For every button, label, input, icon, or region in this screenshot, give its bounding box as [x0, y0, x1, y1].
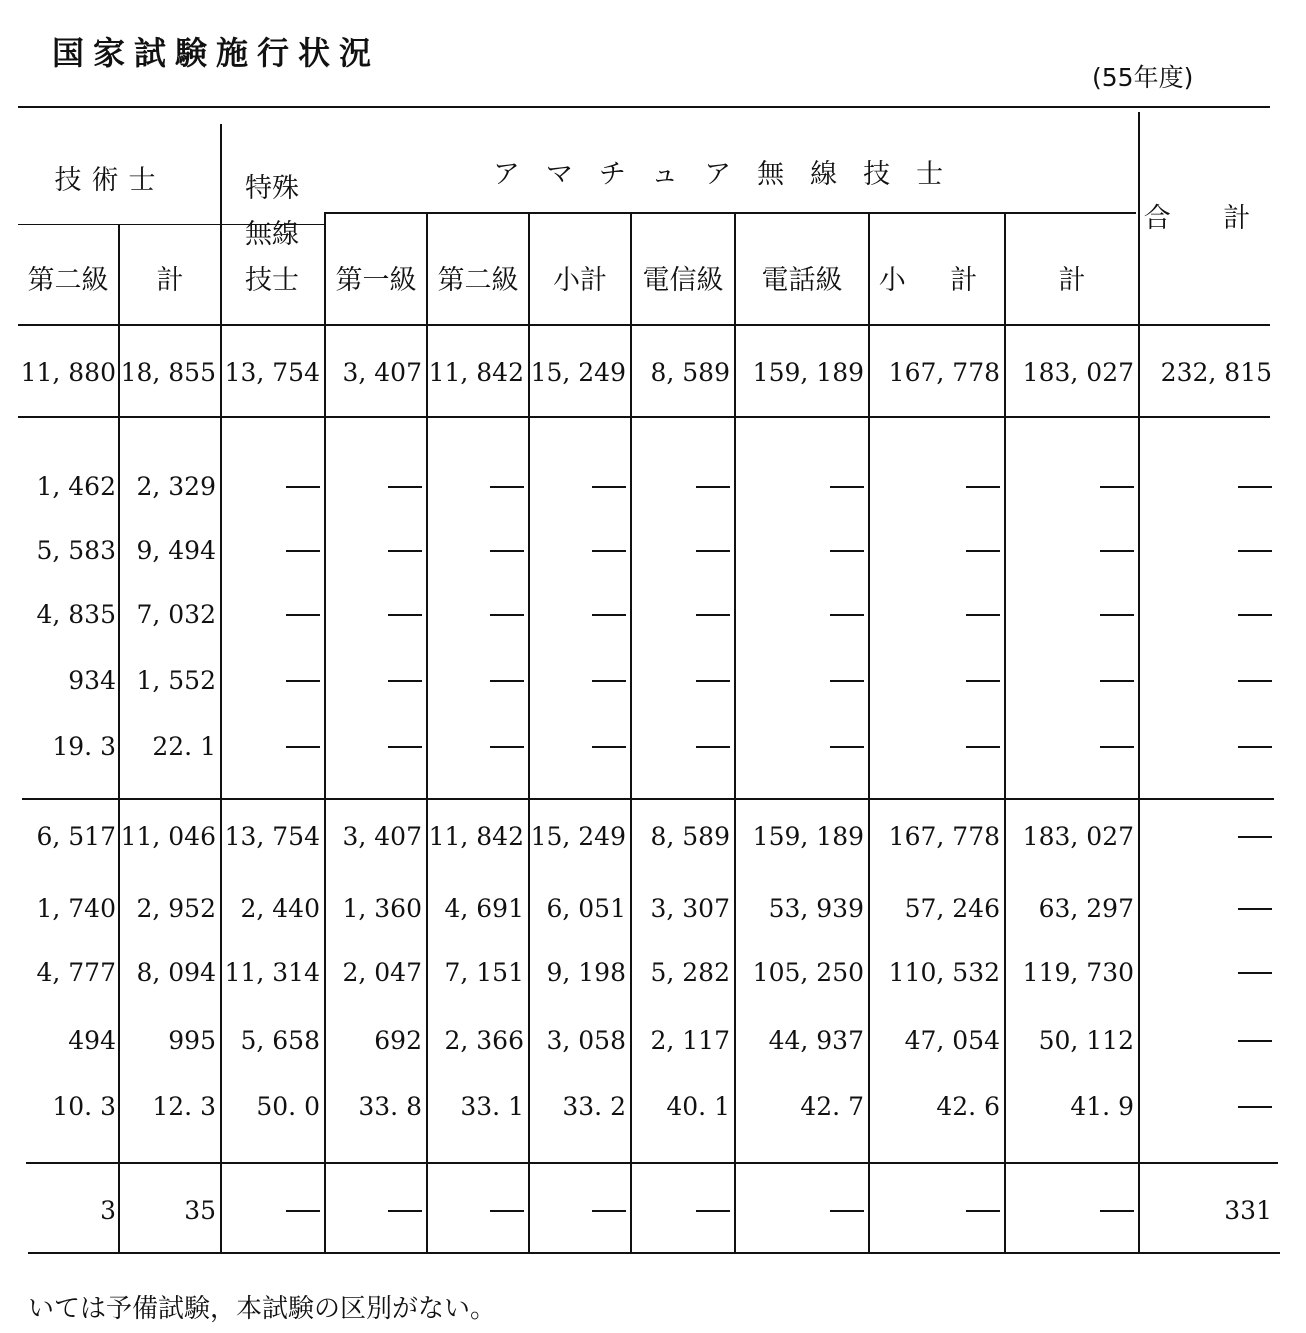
table-cell-dash — [388, 550, 422, 552]
table-cell-dash — [1238, 614, 1272, 616]
table-cell: 42. 6 — [936, 1092, 1000, 1121]
table-cell-dash — [966, 486, 1000, 488]
table-cell-dash — [388, 614, 422, 616]
table-cell: 167, 778 — [888, 358, 1000, 387]
table-cell: 4, 835 — [36, 600, 116, 629]
table-cell-dash — [1100, 1210, 1134, 1212]
table-cell: 50. 0 — [256, 1092, 320, 1121]
table-cell: 18, 855 — [120, 358, 216, 387]
table-cell: 2, 047 — [342, 958, 422, 987]
table-cell-dash — [592, 550, 626, 552]
table-cell-dash — [490, 486, 524, 488]
table-cell-dash — [592, 486, 626, 488]
table-cell-dash — [696, 486, 730, 488]
table-cell: 167, 778 — [888, 822, 1000, 851]
header-gijutsushi-total: 計 — [156, 265, 184, 296]
table-cell-dash — [490, 746, 524, 748]
table-cell: 57, 246 — [904, 894, 1000, 923]
table-cell: 183, 027 — [1022, 358, 1134, 387]
table-cell: 5, 282 — [650, 958, 730, 987]
table-cell-dash — [1238, 746, 1272, 748]
table-cell-dash — [966, 680, 1000, 682]
table-cell: 13, 754 — [224, 358, 320, 387]
table-cell-dash — [286, 550, 320, 552]
header-tokushu-1: 特殊 — [245, 173, 299, 204]
table-cell: 159, 189 — [752, 358, 864, 387]
table-cell-dash — [696, 614, 730, 616]
header-amateur-first: 第一級 — [335, 265, 417, 296]
header-amateur-telegraph: 電信級 — [642, 265, 724, 296]
table-cell-dash — [1100, 614, 1134, 616]
table-cell-dash — [696, 550, 730, 552]
table-cell: 10. 3 — [52, 1092, 116, 1121]
table-cell: 5, 658 — [240, 1026, 320, 1055]
table-cell-dash — [490, 1210, 524, 1212]
header-amateur-subtotal2: 小 計 — [878, 265, 996, 296]
table-cell: 7, 151 — [444, 958, 524, 987]
table-cell: 105, 250 — [752, 958, 864, 987]
table-cell-dash — [830, 1210, 864, 1212]
table-cell: 4, 691 — [444, 894, 524, 923]
table-cell: 331 — [1224, 1196, 1272, 1225]
table-cell: 11, 842 — [428, 358, 524, 387]
table-cell: 232, 815 — [1160, 358, 1272, 387]
table-cell-dash — [830, 746, 864, 748]
table-cell-dash — [966, 550, 1000, 552]
table-cell-dash — [286, 680, 320, 682]
rule-below-block2 — [26, 1162, 1278, 1164]
table-cell: 1, 462 — [36, 472, 116, 501]
table-cell-dash — [592, 1210, 626, 1212]
table-cell-dash — [830, 680, 864, 682]
table-cell: 11, 314 — [224, 958, 320, 987]
table-cell: 183, 027 — [1022, 822, 1134, 851]
table-cell-dash — [1100, 680, 1134, 682]
table-cell: 15, 249 — [530, 358, 626, 387]
table-cell-dash — [388, 1210, 422, 1212]
table-cell: 44, 937 — [768, 1026, 864, 1055]
table-cell-dash — [286, 1210, 320, 1212]
table-cell: 19. 3 — [52, 732, 116, 761]
vrule-8 — [868, 212, 870, 1252]
header-gijutsushi: 技術士 — [54, 165, 166, 196]
table-cell: 692 — [374, 1026, 422, 1055]
table-cell: 8, 094 — [136, 958, 216, 987]
table-cell-dash — [388, 680, 422, 682]
table-cell: 7, 032 — [136, 600, 216, 629]
table-cell: 42. 7 — [800, 1092, 864, 1121]
vrule-10 — [1138, 112, 1140, 1252]
table-cell: 22. 1 — [152, 732, 216, 761]
table-cell: 33. 1 — [460, 1092, 524, 1121]
header-tokushu-2: 無線 — [245, 219, 299, 250]
table-cell-dash — [1100, 550, 1134, 552]
header-amateur-second: 第二級 — [437, 265, 519, 296]
table-cell: 11, 046 — [120, 822, 216, 851]
table-cell-dash — [286, 486, 320, 488]
footnote: いては予備試験，本試験の区別がない。 — [28, 1294, 497, 1324]
table-cell-dash — [286, 746, 320, 748]
table-cell-dash — [696, 1210, 730, 1212]
table-cell: 8, 589 — [650, 358, 730, 387]
table-cell: 119, 730 — [1022, 958, 1134, 987]
header-amateur-total: 計 — [1058, 265, 1086, 296]
table-cell: 159, 189 — [752, 822, 864, 851]
rule-below-block1 — [22, 798, 1274, 800]
table-cell-dash — [1238, 680, 1272, 682]
table-cell-dash — [490, 550, 524, 552]
table-cell: 47, 054 — [904, 1026, 1000, 1055]
table-cell: 63, 297 — [1038, 894, 1134, 923]
table-cell-dash — [696, 680, 730, 682]
table-cell: 41. 9 — [1070, 1092, 1134, 1121]
table-cell: 110, 532 — [888, 958, 1000, 987]
header-grand-total: 合 計 — [1143, 203, 1273, 234]
table-cell: 2, 117 — [650, 1026, 730, 1055]
table-cell: 35 — [184, 1196, 216, 1225]
table-cell: 6, 517 — [36, 822, 116, 851]
table-cell-dash — [490, 680, 524, 682]
table-cell: 13, 754 — [224, 822, 320, 851]
table-cell-dash — [966, 614, 1000, 616]
table-cell: 2, 440 — [240, 894, 320, 923]
table-cell-dash — [1238, 486, 1272, 488]
table-cell-dash — [388, 486, 422, 488]
header-gijutsushi-second: 第二級 — [27, 265, 109, 296]
rule-header-split-amateur — [324, 212, 1136, 214]
table-cell: 3, 058 — [546, 1026, 626, 1055]
table-cell: 33. 2 — [562, 1092, 626, 1121]
table-cell-dash — [966, 1210, 1000, 1212]
header-tokushu-3: 技士 — [245, 265, 299, 296]
table-cell: 40. 1 — [666, 1092, 730, 1121]
table-cell-dash — [1238, 836, 1272, 838]
table-cell-dash — [696, 746, 730, 748]
table-cell-dash — [490, 614, 524, 616]
table-cell: 33. 8 — [358, 1092, 422, 1121]
table-cell: 11, 880 — [20, 358, 116, 387]
table-cell: 5, 583 — [36, 536, 116, 565]
table-cell-dash — [1238, 550, 1272, 552]
rule-below-header — [18, 324, 1270, 326]
table-cell: 934 — [68, 666, 116, 695]
table-cell: 8, 589 — [650, 822, 730, 851]
table-cell-dash — [286, 614, 320, 616]
table-cell-dash — [1100, 746, 1134, 748]
table-cell: 2, 952 — [136, 894, 216, 923]
table-cell: 9, 198 — [546, 958, 626, 987]
table-cell-dash — [1238, 972, 1272, 974]
rule-below-totals — [18, 416, 1270, 418]
table-cell-dash — [1100, 486, 1134, 488]
table-cell-dash — [966, 746, 1000, 748]
table-cell: 15, 249 — [530, 822, 626, 851]
table-cell: 50, 112 — [1038, 1026, 1134, 1055]
table-cell: 1, 360 — [342, 894, 422, 923]
table-cell-dash — [830, 550, 864, 552]
table-cell-dash — [388, 746, 422, 748]
table-cell: 2, 366 — [444, 1026, 524, 1055]
table-cell: 12. 3 — [152, 1092, 216, 1121]
table-cell: 1, 740 — [36, 894, 116, 923]
table-cell: 53, 939 — [768, 894, 864, 923]
table-cell: 494 — [68, 1026, 116, 1055]
page-title: 国家試験施行状況 — [52, 34, 381, 72]
rule-top — [18, 106, 1270, 108]
table-cell: 9, 494 — [136, 536, 216, 565]
table-cell: 3 — [100, 1196, 116, 1225]
table-cell-dash — [1238, 908, 1272, 910]
table-cell: 995 — [168, 1026, 216, 1055]
table-cell: 4, 777 — [36, 958, 116, 987]
table-cell-dash — [1238, 1106, 1272, 1108]
table-cell: 3, 407 — [342, 358, 422, 387]
fiscal-year-label: (55年度) — [1092, 63, 1194, 92]
rule-bottom — [28, 1252, 1280, 1254]
table-cell: 11, 842 — [428, 822, 524, 851]
table-cell: 3, 307 — [650, 894, 730, 923]
header-amateur-telephone: 電話級 — [761, 265, 843, 296]
table-cell-dash — [830, 486, 864, 488]
table-cell: 2, 329 — [136, 472, 216, 501]
table-cell-dash — [592, 614, 626, 616]
table-cell-dash — [1238, 1040, 1272, 1042]
table-cell: 3, 407 — [342, 822, 422, 851]
header-amateur-subtotal1: 小計 — [553, 265, 607, 296]
table-cell: 1, 552 — [136, 666, 216, 695]
table-cell: 6, 051 — [546, 894, 626, 923]
table-cell-dash — [830, 614, 864, 616]
header-amateur: アマチュア無線技士 — [492, 159, 970, 190]
table-cell-dash — [592, 746, 626, 748]
table-cell-dash — [592, 680, 626, 682]
